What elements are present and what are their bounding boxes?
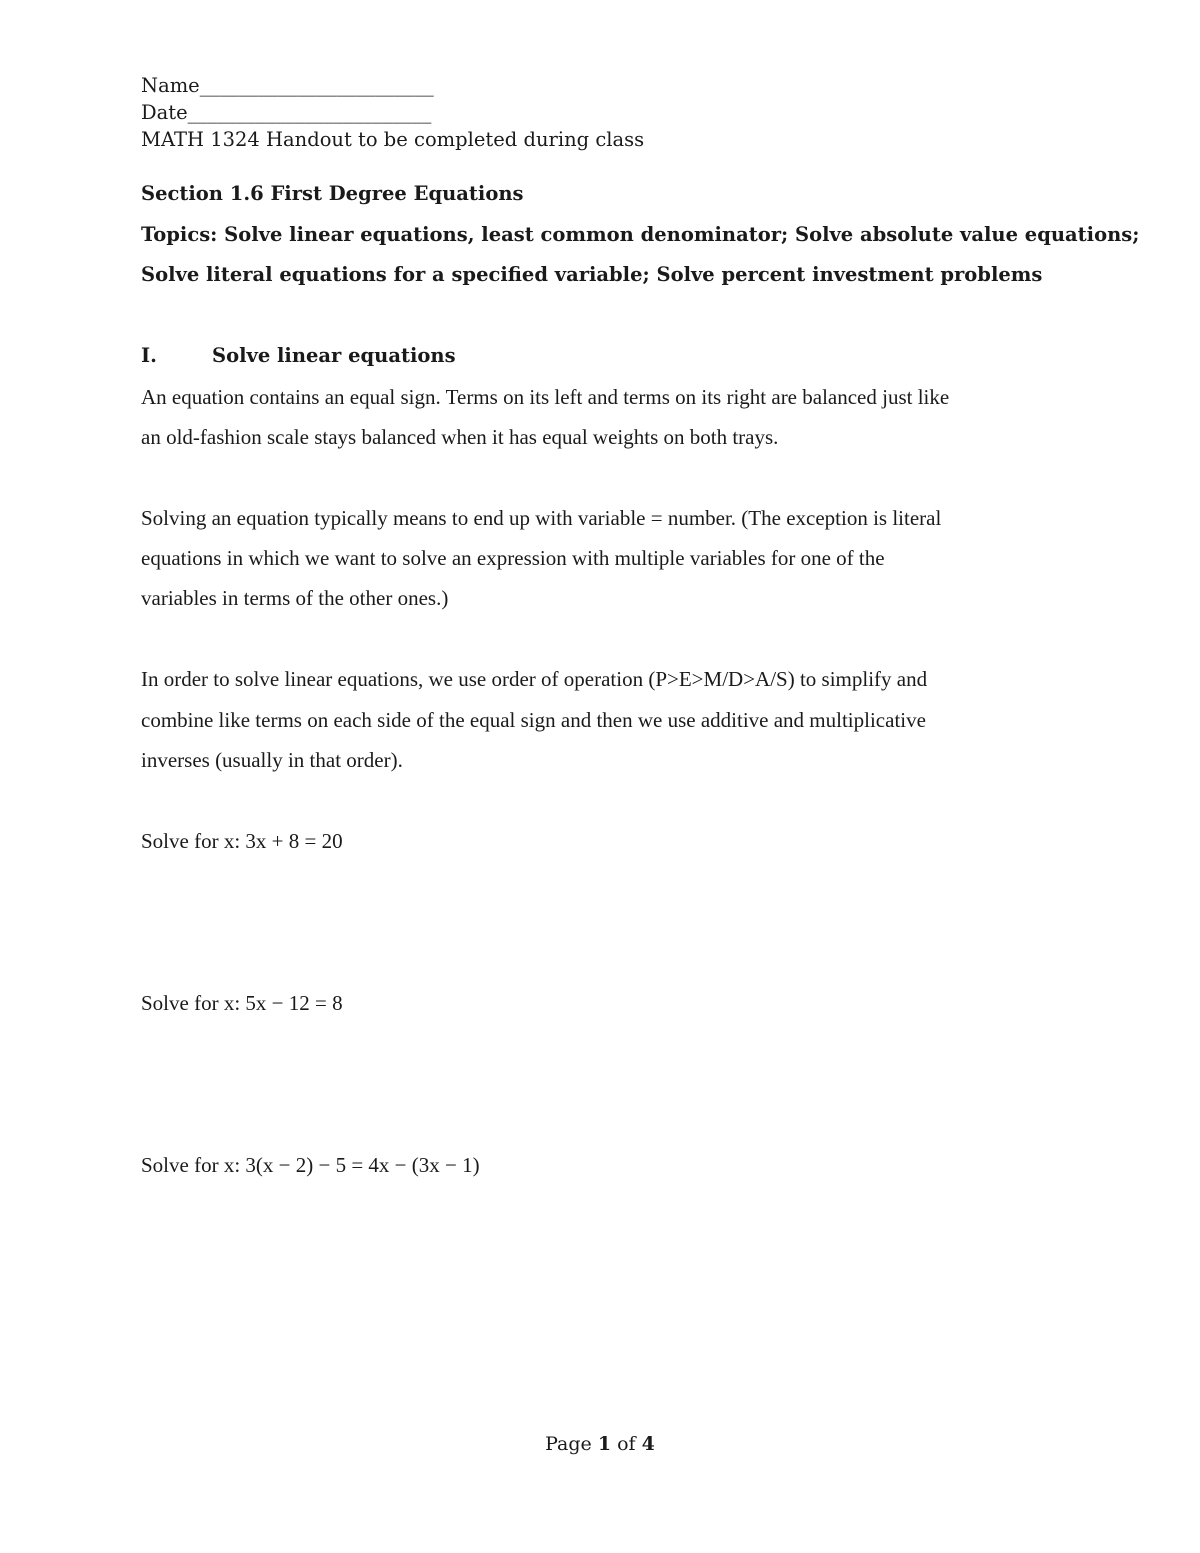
paragraph-3-line-2: combine like terms on each side of the equal sign and then we use additive and multiplicative: [141, 708, 926, 732]
of-word: of: [617, 1433, 636, 1455]
topics-line-2: Solve literal equations for a specified variable; Solve percent investment problems: [141, 263, 1043, 286]
part-title: Solve linear equations: [212, 344, 456, 367]
problem-1: Solve for x: 3x + 8 = 20: [141, 829, 343, 853]
page-number: 1: [597, 1433, 612, 1455]
date-field-label: Date_________________________: [141, 101, 432, 124]
section-title: Section 1.6 First Degree Equations: [141, 182, 524, 205]
part-heading: [141, 344, 456, 368]
course-line: MATH 1324 Handout to be completed during class: [141, 128, 645, 151]
part-number: I.: [141, 344, 157, 367]
page-word: Page: [545, 1433, 592, 1455]
paragraph-2-line-2: equations in which we want to solve an expression with multiple variables for one of the: [141, 546, 885, 570]
problem-2: Solve for x: 5x − 12 = 8: [141, 991, 343, 1015]
paragraph-3-line-1: In order to solve linear equations, we use order of operation (P>E>M/D>A/S) to simplify and: [141, 667, 928, 691]
total-pages: 4: [641, 1433, 655, 1455]
problem-3: Solve for x: 3(x − 2) − 5 = 4x − (3x − 1): [141, 1153, 480, 1177]
paragraph-2-line-1: Solving an equation typically means to end up with variable = number. (The exception is literal: [141, 506, 942, 530]
paragraph-1-line-1: An equation contains an equal sign. Terms on its left and terms on its right are balanced just like: [141, 385, 950, 409]
paragraph-2-line-3: variables in terms of the other ones.): [141, 586, 449, 610]
page-footer: [0, 1432, 1200, 1456]
topics-line-1: Topics: Solve linear equations, least common denominator; Solve absolute value equations;: [141, 223, 1140, 246]
paragraph-1-line-2: an old-fashion scale stays balanced when it has equal weights on both trays.: [141, 425, 779, 449]
paragraph-3-line-3: inverses (usually in that order).: [141, 748, 403, 772]
name-field-label: Name________________________: [141, 74, 434, 97]
